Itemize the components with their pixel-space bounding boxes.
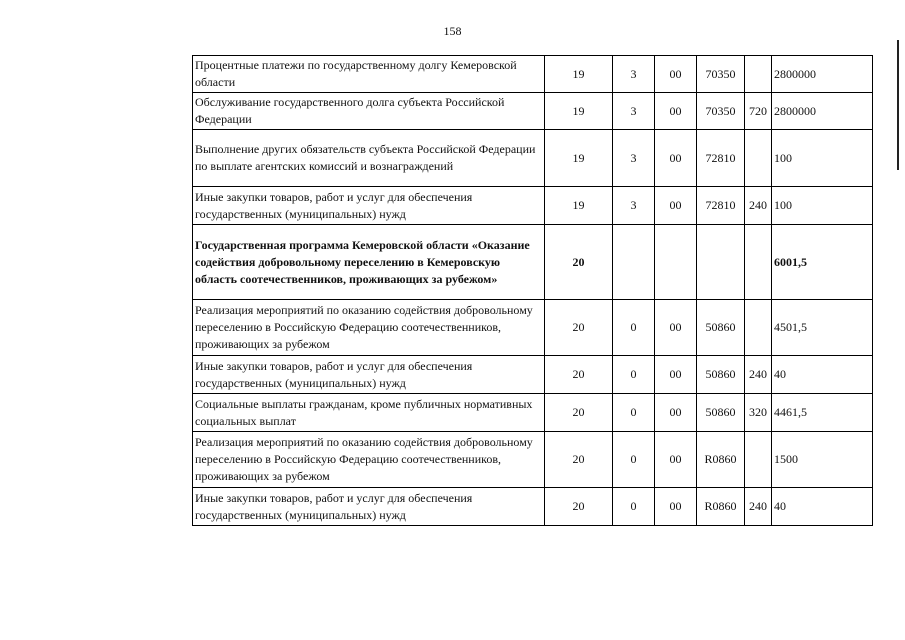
row-name: Иные закупки товаров, работ и услуг для обеспечения государственных (муниципальных) нужд [193, 488, 545, 526]
cell-program: 19 [545, 130, 613, 187]
cell-type: 240 [745, 356, 772, 394]
table-row [193, 187, 873, 225]
cell-type: 240 [745, 187, 772, 225]
row-name: Государственная программа Кемеровской области «Оказание содействия добровольному переселению в Кемеровскую область соотечественников, проживающих за рубежом» [193, 225, 545, 300]
cell-code: 70350 [697, 56, 745, 93]
cell-subprogram: 3 [613, 56, 655, 93]
cell-subprogram: 0 [613, 488, 655, 526]
table-row [193, 432, 873, 488]
cell-program: 20 [545, 300, 613, 356]
row-name: Иные закупки товаров, работ и услуг для обеспечения государственных (муниципальных) нужд [193, 187, 545, 225]
cell-program: 19 [545, 56, 613, 93]
cell-amount: 1500 [772, 432, 873, 488]
row-name: Обслуживание государственного долга субъекта Российской Федерации [193, 93, 545, 130]
cell-amount: 100 [772, 130, 873, 187]
scan-edge-line [897, 40, 899, 170]
cell-type [745, 225, 772, 300]
row-name: Реализация мероприятий по оказанию содействия добровольному переселению в Российскую Федерацию соотечественников, проживающих за рубежом [193, 300, 545, 356]
cell-program: 20 [545, 488, 613, 526]
cell-type [745, 56, 772, 93]
cell-amount: 40 [772, 356, 873, 394]
cell-amount: 2800000 [772, 93, 873, 130]
cell-subprogram: 3 [613, 130, 655, 187]
cell-type: 320 [745, 394, 772, 432]
cell-program: 20 [545, 356, 613, 394]
cell-direction: 00 [655, 432, 697, 488]
cell-direction: 00 [655, 93, 697, 130]
cell-amount: 6001,5 [772, 225, 873, 300]
cell-type [745, 300, 772, 356]
cell-amount: 4501,5 [772, 300, 873, 356]
cell-subprogram: 3 [613, 93, 655, 130]
cell-code: R0860 [697, 488, 745, 526]
cell-amount: 2800000 [772, 56, 873, 93]
cell-direction: 00 [655, 488, 697, 526]
table-row [193, 394, 873, 432]
budget-table-body [193, 56, 873, 526]
cell-subprogram: 0 [613, 300, 655, 356]
cell-direction: 00 [655, 56, 697, 93]
cell-type [745, 130, 772, 187]
cell-code [697, 225, 745, 300]
cell-amount: 40 [772, 488, 873, 526]
cell-amount: 4461,5 [772, 394, 873, 432]
cell-code: 50860 [697, 394, 745, 432]
cell-code: 72810 [697, 187, 745, 225]
row-name: Процентные платежи по государственному долгу Кемеровской области [193, 56, 545, 93]
cell-type: 240 [745, 488, 772, 526]
cell-code: 72810 [697, 130, 745, 187]
cell-direction: 00 [655, 356, 697, 394]
cell-code: 70350 [697, 93, 745, 130]
cell-program: 20 [545, 225, 613, 300]
row-name: Иные закупки товаров, работ и услуг для обеспечения государственных (муниципальных) нужд [193, 356, 545, 394]
cell-program: 20 [545, 394, 613, 432]
cell-direction: 00 [655, 394, 697, 432]
cell-subprogram: 0 [613, 432, 655, 488]
table-row [193, 356, 873, 394]
cell-type [745, 432, 772, 488]
cell-code: R0860 [697, 432, 745, 488]
page-number: 158 [443, 24, 462, 38]
cell-program: 19 [545, 93, 613, 130]
table-row [193, 300, 873, 356]
budget-table [192, 55, 873, 526]
cell-type: 720 [745, 93, 772, 130]
cell-amount: 100 [772, 187, 873, 225]
cell-subprogram: 0 [613, 356, 655, 394]
table-row [193, 225, 873, 300]
row-name: Выполнение других обязательств субъекта Российской Федерации по выплате агентских комиссий и вознаграждений [193, 130, 545, 187]
cell-program: 19 [545, 187, 613, 225]
cell-direction [655, 225, 697, 300]
row-name: Социальные выплаты гражданам, кроме публичных нормативных социальных выплат [193, 394, 545, 432]
table-row [193, 93, 873, 130]
table-row [193, 56, 873, 93]
table-row [193, 488, 873, 526]
cell-code: 50860 [697, 300, 745, 356]
cell-subprogram: 0 [613, 394, 655, 432]
cell-program: 20 [545, 432, 613, 488]
cell-direction: 00 [655, 130, 697, 187]
row-name: Реализация мероприятий по оказанию содействия добровольному переселению в Российскую Федерацию соотечественников, проживающих за рубежом [193, 432, 545, 488]
cell-code: 50860 [697, 356, 745, 394]
cell-direction: 00 [655, 300, 697, 356]
cell-subprogram [613, 225, 655, 300]
cell-direction: 00 [655, 187, 697, 225]
table-row [193, 130, 873, 187]
cell-subprogram: 3 [613, 187, 655, 225]
